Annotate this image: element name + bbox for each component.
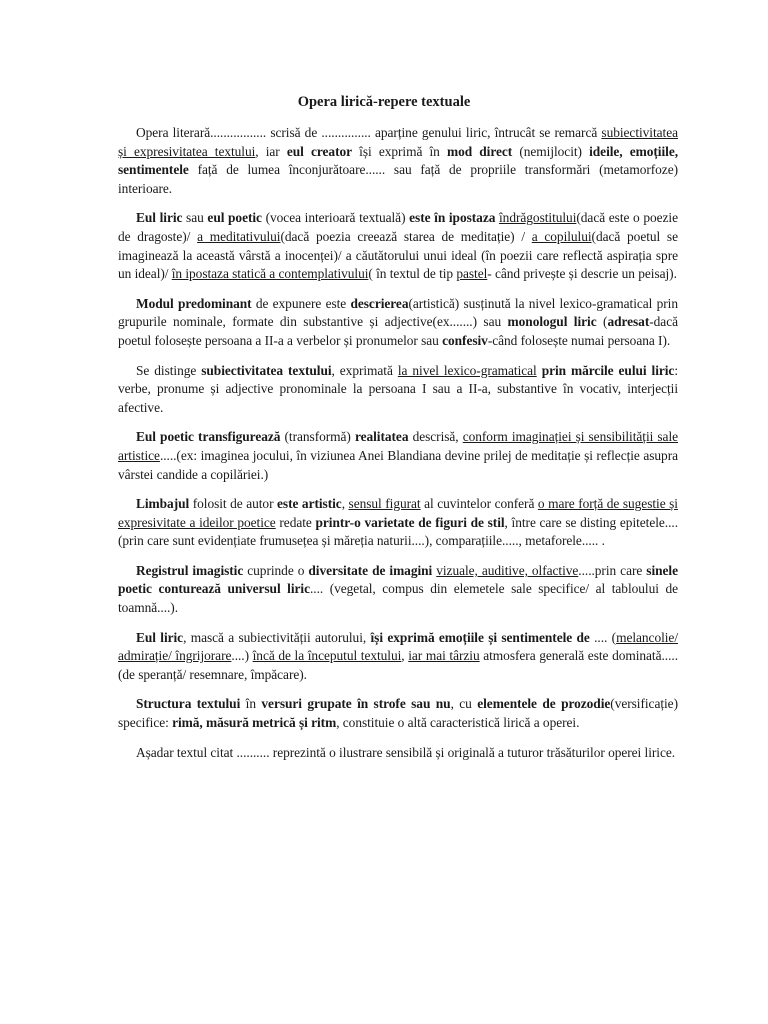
text-run: , mască a subiectivității autorului, xyxy=(183,629,371,645)
underlined-text: la nivel lexico-gramatical xyxy=(397,362,537,378)
bold-text: Limbajul xyxy=(136,496,190,512)
text-run: de expunere este xyxy=(251,295,351,311)
bold-text: Eul poetic transfigurează xyxy=(136,429,281,445)
text-run: -dacă poetul folosește persoana a II-a a verbelor și pronumelor sau xyxy=(118,314,678,348)
text-run: ( xyxy=(596,314,608,330)
text-run: , xyxy=(341,496,349,512)
text-run: , iar xyxy=(255,143,287,159)
underlined-text: în ipostaza statică a contemplativului xyxy=(171,266,369,282)
text-run: (dacă poetul se imaginează la această vârstă a inocenței)/ a căutătorului unui ideal (în poezii care reflectă aspirația spre un ideal)/ xyxy=(118,228,678,282)
bold-text: este în ipostaza xyxy=(409,210,496,226)
bold-text: este artistic xyxy=(277,496,342,512)
text-run: .... (vegetal, compus din elemetele sale specifice/ al tabloului de toamnă....). xyxy=(118,581,678,616)
bold-text: își exprimă emoțiile și sentimentele de xyxy=(370,629,590,645)
text-run: - când privește și descrie un peisaj). xyxy=(487,266,677,282)
bold-text: elementele de prozodie xyxy=(477,696,611,712)
text-run: (versificație) specifice: xyxy=(118,696,678,731)
bold-text: descrierea xyxy=(350,295,409,311)
bold-text: eul creator xyxy=(286,143,353,159)
underlined-text: a meditativului xyxy=(197,228,281,244)
text-run: sau xyxy=(182,210,208,226)
bold-text: adresat xyxy=(607,314,650,330)
bold-text: versuri grupate în strofe sau nu xyxy=(261,696,451,712)
bold-text: mod direct xyxy=(446,143,513,159)
paragraph xyxy=(118,124,678,198)
underlined-text: a copilului xyxy=(531,228,592,244)
bold-text: sinele poetic conturează universul liric xyxy=(118,562,678,597)
bold-text: Structura textului xyxy=(136,696,241,712)
bold-text: diversitate de imagini xyxy=(308,562,433,578)
page-title: Opera lirică-repere textuale xyxy=(297,94,471,110)
bold-text: rimă, măsură metrică și ritm xyxy=(172,715,337,731)
text-run: ....) xyxy=(231,648,253,664)
underlined-text: încă de la începutul textului xyxy=(252,648,402,664)
text-run: (artistică) susținută la nivel lexico-gramatical prin grupurile nominale, formate din substantive și adjective(ex.......) sau xyxy=(118,295,678,330)
text-run: -când folosește numai persoana I). xyxy=(487,332,671,348)
text-run: Așadar textul citat .......... reprezintă o ilustrare sensibilă și originală a tuturor trăsăturilor operei lirice. xyxy=(136,744,676,760)
bold-text: subiectivitatea textului xyxy=(201,362,332,378)
text-run: în xyxy=(240,696,262,712)
text-run: (transformă) xyxy=(280,429,355,445)
text-run: .....(ex: imaginea jocului, în viziunea Anei Blandiana devine prilej de meditație și reflecție asupra vârstei candide a copilăriei.) xyxy=(118,447,678,482)
paragraph xyxy=(118,295,678,351)
text-run: : verbe, pronume și adjective pronominale la persoana I sau a II-a, substantive în vocativ, interjecții afective. xyxy=(118,362,678,415)
text-run: (nemijlocit) xyxy=(512,143,590,159)
bold-text: Modul predominant xyxy=(136,295,252,311)
bold-text: eul poetic xyxy=(207,210,262,226)
underlined-text: vizuale, auditive, olfactive xyxy=(436,562,579,578)
bold-text: confesiv xyxy=(442,332,488,348)
text-run: folosit de autor xyxy=(189,496,278,512)
text-run: (dacă poezia creează starea de meditație) / xyxy=(280,228,532,244)
underlined-text: subiectivitatea și expresivitatea textului xyxy=(118,125,678,159)
bold-text: monologul liric xyxy=(507,314,597,330)
paragraph xyxy=(118,562,678,618)
text-run: atmosfera generală este dominată..... (de speranță/ resemnare, împăcare). xyxy=(118,648,678,682)
text-run: ( în textul de tip xyxy=(368,266,457,282)
text-run: cuprinde o xyxy=(243,562,309,578)
text-run: redate xyxy=(275,514,316,530)
paragraph xyxy=(118,209,678,283)
text-run: își exprimă în xyxy=(352,143,447,159)
bold-text: realitatea xyxy=(354,429,409,445)
bold-text: Eul liric xyxy=(136,210,183,226)
document-body xyxy=(118,124,678,773)
bold-text: Eul liric xyxy=(136,629,184,645)
text-run: , constituie o altă caracteristică lirică a operei. xyxy=(336,715,580,731)
bold-text: ideile, emoțiile, sentimentele xyxy=(118,143,679,178)
paragraph xyxy=(118,362,678,418)
text-run: , între care se disting epitetele.... (prin care sunt evidențiate frumusețea și măreția naturii....), comparațiile....., metaforele..... . xyxy=(118,514,678,549)
underlined-text: melancolie/ admirație/ îngrijorare xyxy=(118,629,678,664)
text-run: al cuvintelor conferă xyxy=(420,496,538,512)
bold-text: prin mărcile eului liric xyxy=(541,362,675,378)
text-run: față de lumea înconjurătoare...... sau față de propriile transformări (metamorfoze) interioare. xyxy=(118,162,678,196)
text-run: Se distinge xyxy=(136,362,202,378)
underlined-text: iar mai târziu xyxy=(408,648,480,664)
underlined-text: îndrăgostitului xyxy=(499,210,577,226)
underlined-text: o mare forță de sugestie și expresivitate a ideilor poetice xyxy=(118,496,678,530)
text-run: (vocea interioară textuală) xyxy=(261,210,410,226)
bold-text: printr-o varietate de figuri de stil xyxy=(315,514,505,530)
paragraph xyxy=(118,744,678,763)
text-run: , cu xyxy=(450,696,478,712)
text-run: .... ( xyxy=(589,629,617,645)
text-run: Opera literară................. scrisă de ............... aparține genului liric, întrucât se remarcă xyxy=(136,125,602,140)
text-run: , xyxy=(401,648,409,664)
underlined-text: pastel xyxy=(456,266,488,282)
text-run: .....prin care xyxy=(578,562,647,578)
paragraph xyxy=(118,695,678,732)
paragraph xyxy=(118,495,678,551)
paragraph xyxy=(118,428,678,484)
paragraph xyxy=(118,629,678,685)
text-run: (dacă este o poezie de dragoste)/ xyxy=(118,210,678,244)
bold-text: Registrul imagistic xyxy=(136,562,244,578)
underlined-text: sensul figurat xyxy=(348,496,421,512)
text-run: , exprimată xyxy=(331,362,398,378)
text-run: descrisă, xyxy=(408,429,463,445)
underlined-text: conform imaginației și sensibilității sale artistice xyxy=(118,429,679,463)
